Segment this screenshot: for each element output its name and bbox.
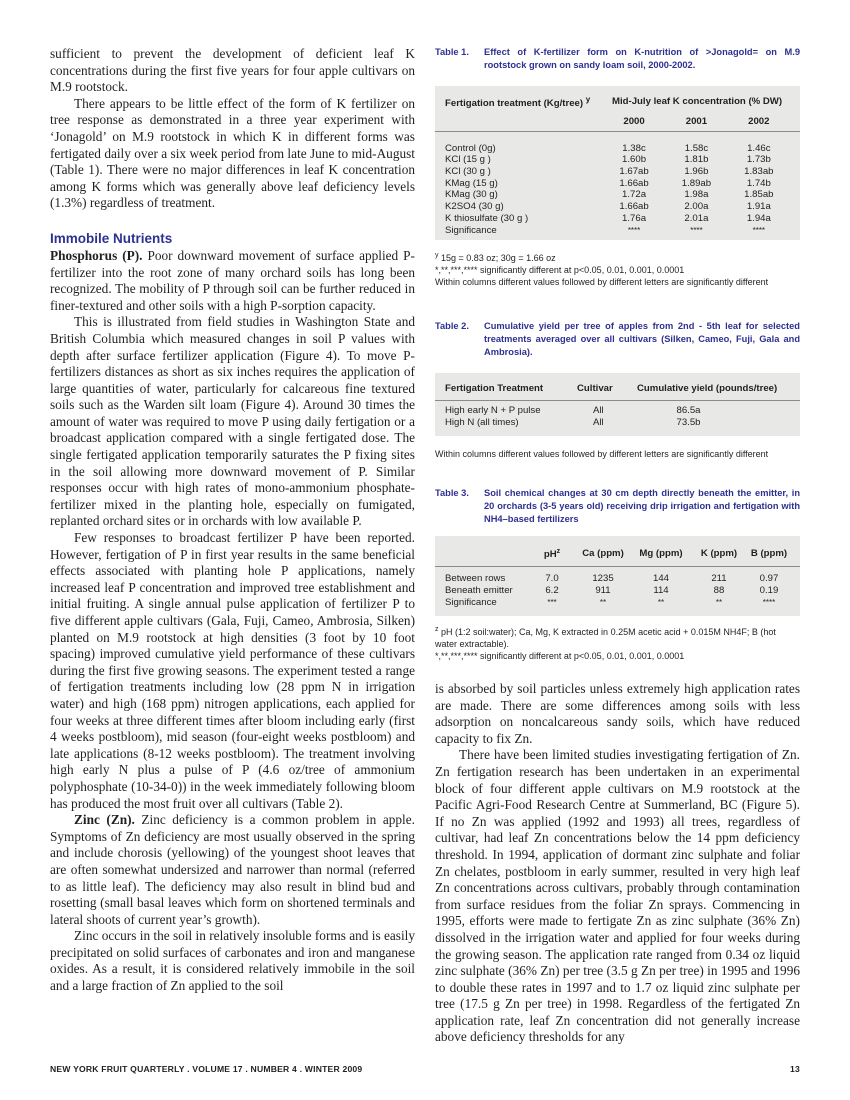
table-rows: [445, 573, 790, 608]
superscript: y: [435, 252, 439, 260]
table-cell: 86.5a: [676, 404, 701, 416]
table-cell: All: [593, 416, 604, 428]
table-cell: 1.72a: [622, 189, 647, 201]
left-column: [50, 46, 415, 995]
paragraph: There have been limited studies investigating fertigation of Zn. Zn fertigation research has been undertaken in an experimental block of four different apple cultivars on M.9 rootstock at the Pacific Agri-Food Research Centre at Summerland, BC (Figure 5). If no Zn was applied (1992 and 1993) all trees, regardless of cultivar, had leaf Zn concentrations below the 14 ppm deficiency threshold. In 1994, application of dormant zinc sulphate and foliar Zn chelates, postbloom in early summer, resulted in very high leaf Zn concentrations across cultivars, probably through contamination from surface residues from the foliar Zn sprays. Commencing in 1995, efforts were made to fertigate Zn as zinc sulphate (36% Zn) dissolved in the irrigation water and applied for four weeks during the growing season. The application rate ranged from 0.34 oz liquid zinc sulphate (36% Zn) per tree (3.5 g Zn per tree) in 1995 and 1996 to double these rates in 1997 and to 1.7 oz liquid zinc sulphate per tree (17.5 g Zn per tree) in 1998. Regardless of the fertigated Zn application rate, leaf Zn concentration did not generally increase above deficiency thresholds for any: [435, 747, 800, 1045]
table-header-row: [445, 114, 790, 128]
paragraph: There appears to be little effect of the form of K fertilizer on tree response as demonstrated in a three year experiment with ‘Jonagold’ on M.9 rootstock in which K in different forms was fertigated daily over a six week period from late June to mid-August (Table 1). There were no major differences in leaf K concentration among K forms which was generally above leaf deficiency levels (1.3%) regardless of treatment.: [50, 95, 415, 211]
table-cell-label: Between rows: [445, 573, 506, 585]
table-header-row: [445, 544, 790, 561]
paragraph: Zinc occurs in the soil in relatively insoluble forms and is easily precipitated on solid surfaces of carbonates and iron and manganese oxides. As a result, it is considered relatively immobile in the soil and a large fraction of Zn applied to the soil: [50, 928, 415, 994]
table-note: Within columns different values followed by different letters are significantly different: [435, 449, 769, 460]
table-cell: 1.81b: [684, 154, 709, 166]
table-row: [445, 585, 790, 597]
table-row: [445, 178, 790, 190]
section-heading: Immobile Nutrients: [50, 230, 173, 246]
note-text: *,**,***,**** significantly different at p<0.05, 0.01, 0.001, 0.0001: [435, 265, 685, 276]
table-cell: 1.73b: [746, 154, 771, 166]
paragraph-text: Zinc deficiency is a common problem in apple. Symptoms of Zn deficiency are most usually observed in the spring and include chorosis (yellowing) of the youngest shoot leaves that are often somewhat undersized and narrower than normal (referred to as little leaf). The deficiency may also result in blind bud and rosetting (small basal leaves which form on shortened terminals and lateral shoots of current year’s growth).: [50, 812, 415, 927]
spacer: [445, 428, 790, 432]
table-header-cell: 2001: [685, 115, 708, 127]
table-header-cell: Cultivar: [577, 383, 613, 395]
table-row: [445, 213, 790, 225]
table-cell: 211: [711, 573, 727, 585]
table-row: [445, 225, 790, 237]
paragraph: This is illustrated from field studies in Washington State and British Columbia which measured changes in soil P values with depth after surface fertilizer application (Figure 4). To move P-fertilizers distances as short as six inches requires the application of large quantities of water, particularly for calcareous fine textured soils such as the Warden silt loam (Figure 4). Around 30 times the amount of water was required to move P using daily fertigation or a broadcast application compared with a single fertigated dose. The single fertigated application temporarily saturates the P fixing sites in the soil allowing more downward movement of P. Similar responses occur with high rates of mono-ammonium phosphate-fertilizer mixed in the planting hole, especially on fumigated, replanted orchard sites or in orchards with low available P.: [50, 314, 415, 529]
table-body: [435, 86, 800, 240]
table-cell: 114: [653, 584, 669, 596]
table-row: [445, 597, 790, 609]
page-number: 13: [790, 1064, 800, 1074]
paragraph-text: Poor downward movement of surface applied P-fertilizer into the root zone of many orchard soils has long been recognized. The mobility of P through soil can be further reduced in finer-textured and other soils with a high P-sorption capacity.: [50, 247, 415, 313]
table-cell-treatment: KCl (15 g ): [445, 154, 491, 166]
table-caption: [435, 46, 800, 72]
note-text: Within columns different values followed by different letters are significantly different: [435, 277, 769, 288]
table-rows: [445, 405, 790, 428]
table-caption-text: Cumulative yield per tree of apples from 2nd - 5th leaf for selected treatments averaged over all cultivars (Silken, Cameo, Fuji, Gala and Ambrosia).: [484, 321, 800, 358]
table-cell: **: [657, 597, 665, 607]
table-cell: 1.94a: [746, 212, 771, 224]
table-row: [445, 417, 790, 429]
journal-info: NEW YORK FRUIT QUARTERLY . VOLUME 17 . NUMBER 4 . WINTER 2009: [50, 1064, 363, 1074]
table-cell: 144: [652, 573, 669, 585]
note-text: 15g = 0.83 oz; 30g = 1.66 oz: [438, 253, 556, 264]
table-row: [445, 189, 790, 201]
table-cell: 1235: [592, 573, 614, 585]
table-label: Table 1.: [435, 47, 469, 57]
table-label: Table 3.: [435, 488, 469, 499]
page-footer: [50, 1064, 800, 1074]
table-cell-label: Beneath emitter: [445, 584, 513, 596]
table-cell: 1.74b: [746, 177, 771, 189]
superscript: z: [556, 548, 561, 556]
table-caption-text: Effect of K-fertilizer form on K-nutrition of >Jonagold= on M.9 rootstock grown on sandy loam soil, 2000-2002.: [484, 47, 800, 70]
header-text: pH: [543, 549, 557, 561]
paragraph: is absorbed by soil particles unless extremely high application rates are made. There are some differences among soils with less adsorption on noncalcareous sandy soils, which have reduced capacity to fix Zn.: [435, 681, 800, 746]
table-rows: [445, 143, 790, 237]
table-cell: ****: [762, 597, 776, 607]
table-header-cell: 2002: [748, 115, 770, 127]
table-body: [435, 536, 800, 616]
table-body: [435, 373, 800, 436]
table-cell: 88: [713, 584, 725, 596]
right-column-text: [435, 681, 800, 1046]
table-caption: [435, 487, 800, 526]
table-row: [445, 201, 790, 213]
table-cell: 2.00a: [684, 201, 709, 213]
table-header-cell: Mid-July leaf K concentration (% DW): [612, 96, 783, 108]
table-cell: 1.66ab: [619, 201, 649, 213]
table-cell-treatment: KCl (30 g ): [445, 166, 491, 177]
table-row: [445, 143, 790, 155]
table-cell: 6.2: [545, 584, 559, 596]
table-cell: **: [715, 597, 723, 607]
table-cell-treatment: KMag (30 g): [445, 189, 498, 201]
table-cell-label: Significance: [445, 596, 497, 608]
table-cell: 2.01a: [684, 212, 709, 224]
table-row: [445, 166, 790, 178]
table-header-cell: K (ppm): [700, 547, 738, 559]
note-text: *,**,***,**** significantly different at p<0.05, 0.01, 0.001, 0.0001: [435, 651, 685, 662]
table-1: [435, 46, 800, 288]
table-cell: 1.83ab: [744, 166, 774, 177]
table-cell: 1.89ab: [681, 177, 712, 189]
table-cell-treatment: KMag (15 g): [445, 177, 498, 189]
table-cell-treatment: Control (0g): [445, 142, 496, 154]
table-header-cell: B (ppm): [750, 547, 788, 559]
superscript: y: [585, 95, 591, 104]
table-3: [435, 487, 800, 662]
table-header-row: [445, 381, 790, 395]
table-cell: 1.58c: [684, 142, 709, 154]
table-cell: 73.5b: [676, 416, 701, 428]
table-cell: ****: [752, 225, 766, 235]
table-header-cell: [445, 94, 612, 110]
table-row: [445, 405, 790, 417]
table-cell: 1.96b: [684, 166, 709, 177]
paragraph-zinc: [50, 812, 415, 928]
table-cell: 1.66ab: [619, 177, 649, 189]
table-cell: 7.0: [545, 573, 559, 585]
table-caption-text: Soil chemical changes at 30 cm depth directly beneath the emitter, in 20 orchards (3-5 years old) receiving drip irrigation and fertigation with NH4–based fertilizers: [484, 488, 800, 525]
table-cell: 911: [595, 584, 611, 596]
table-2: [435, 320, 800, 460]
table-rule: [435, 566, 800, 567]
note-text: pH (1:2 soil:water); Ca, Mg, K extracted in 0.25M acetic acid + 0.015M NH4F; B (hot water extractable).: [435, 627, 776, 650]
table-note: [435, 250, 800, 288]
table-header-cell: Mg (ppm): [639, 547, 683, 559]
table-cell: 1.38c: [622, 142, 646, 154]
table-cell: ***: [547, 597, 557, 607]
table-cell: 1.98a: [684, 189, 709, 201]
table-rule: [435, 131, 800, 132]
superscript: z: [435, 626, 439, 634]
table-header-cell: Fertigation Treatment: [445, 383, 544, 395]
table-header-cell: [530, 546, 574, 561]
table-cell-treatment: K thiosulfate (30 g ): [445, 212, 529, 224]
table-row: [445, 573, 790, 585]
table-cell-treatment: High early N + P pulse: [445, 404, 541, 416]
table-note: [435, 624, 800, 662]
table-header-cell: 2000: [623, 115, 645, 127]
table-row: [445, 154, 790, 166]
table-cell: 1.67ab: [619, 166, 649, 177]
table-caption: [435, 320, 800, 359]
table-rule: [435, 400, 800, 401]
table-cell-treatment: K2SO4 (30 g): [445, 201, 504, 213]
spacer: [445, 608, 790, 612]
table-header-cell: Ca (ppm): [582, 547, 624, 559]
table-cell: 1.76a: [622, 212, 647, 224]
table-header-row: [445, 92, 790, 110]
table-cell: 1.91a: [746, 201, 771, 213]
run-in-heading: Zinc (Zn).: [74, 812, 135, 828]
table-cell: All: [593, 404, 604, 416]
right-column-tables: [435, 46, 800, 662]
table-cell: 0.97: [759, 573, 779, 585]
paragraph: Few responses to broadcast fertilizer P have been reported. However, fertigation of P in first year results in the same beneficial effects associated with planting hole P applications, namely increased leaf P concentration and improved tree establishment and initial fruiting. A single annual pulse application of fertilizer P to five different apple cultivars (Gala, Fuji, Cameo, Ambrosia, Silken) planted on M.9 rootstock at high densities (3 foot by 10 foot spacing) improved cumulative yield performance of these cultivars during the first five growing seasons. The experiment tested a range of fertigation treatments including low (28 ppm N in irrigation water) and high (168 ppm) nitrogen applications, each applied for four weeks at three different times after bloom including early (first 4 weeks postbloom), mid season (four-eight weeks postbloom) and late applications (8-12 weeks postbloom). The treatment involving high early N plus a pulse of P (4.6 oz/tree of ammonium polyphosphate (10-34-0)) in the week immediately following bloom has produced the most fruit over all cultivars (Table 2).: [50, 530, 415, 811]
table-label: Table 2.: [435, 321, 469, 332]
header-text: Fertigation treatment (Kg/tree): [445, 98, 584, 110]
table-cell: **: [599, 597, 607, 607]
table-cell-treatment: High N (all times): [445, 416, 519, 428]
table-cell: 1.85ab: [744, 189, 774, 201]
table-cell: 1.46c: [747, 142, 771, 154]
table-cell: ****: [627, 225, 641, 235]
table-cell: 1.60b: [622, 154, 647, 166]
paragraph: sufficient to prevent the development of deficient leaf K concentrations during the first five years for four apple cultivars on M.9 rootstock.: [50, 46, 415, 95]
table-cell: ****: [690, 225, 703, 235]
run-in-heading: Phosphorus (P).: [50, 247, 143, 263]
table-header-cell: Cumulative yield (pounds/tree): [637, 383, 778, 395]
table-cell-treatment: Significance: [445, 224, 497, 236]
paragraph-phosphorus: [50, 248, 415, 314]
table-cell: 0.19: [759, 584, 779, 596]
